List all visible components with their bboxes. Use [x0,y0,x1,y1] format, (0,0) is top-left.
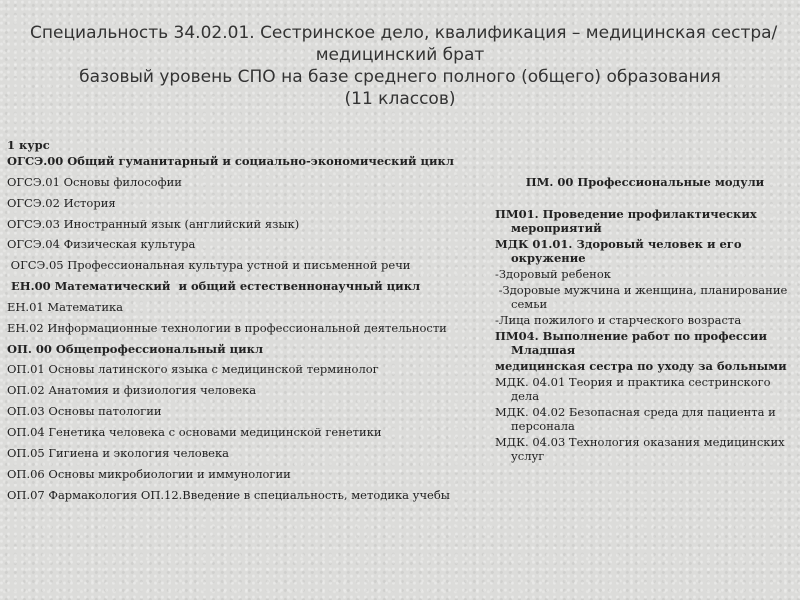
module-heading: медицинская сестра по уходу за больными [495,359,787,373]
title-line-2: медицинский брат [315,45,485,65]
module-subitem: МДК. 04.01 Теория и практика сестринского дела [495,375,771,403]
subject-item: ОП.07 Фармакология ОП.12.Введение в специальность, методика учебы [7,487,450,502]
module-subitem: -Здоровый ребенок [495,267,611,281]
curriculum-right-column [495,175,795,465]
subject-item: ОП.02 Анатомия и физиология человека [7,383,257,398]
subject-item: ОГСЭ.01 Основы философии [7,174,182,189]
subject-item: ОП.03 Основы патологии [7,404,162,419]
subject-item: ЕН.02 Информационные технологии в профессиональной деятельности [7,320,447,335]
curriculum-left-column [7,139,477,505]
module-heading: ПМ01. Проведение профилактических мероприятий [495,207,757,235]
title-line-4: (11 классов) [344,89,456,109]
module-subitem: -Лица пожилого и старческого возраста [495,313,742,327]
module-subitem: МДК. 04.03 Технология оказания медицинских услуг [495,435,785,463]
module-heading: ПМ04. Выполнение работ по профессии Младшая [495,329,767,357]
subject-item: ОГСЭ.02 История [7,195,116,210]
modules-heading: ПМ. 00 Профессиональные модули [525,175,765,189]
cycle-heading: ЕН.00 Математический и общий естественнонаучный цикл [7,279,421,294]
subject-item: ОГСЭ.05 Профессиональная культура устной и письменной речи [7,258,411,273]
subject-item: ОП.05 Гигиена и экология человека [7,445,230,460]
subject-item: ОП.04 Генетика человека с основами медицинской генетики [7,424,382,439]
subject-item: ОГСЭ.04 Физическая культура [7,237,196,252]
cycle-heading: ОП. 00 Общепрофессиональный цикл [7,341,264,356]
module-subitem: -Здоровые мужчина и женщина, планирование семьи [495,283,791,311]
title-line-1: Специальность 34.02.01. Сестринское дело, квалификация – медицинская сестра/ [30,23,778,43]
course-label: 1 курс [7,138,50,152]
subject-item: ЕН.01 Математика [7,299,124,314]
module-subitem: МДК. 04.02 Безопасная среда для пациента и персонала [495,405,776,433]
slide-title [30,22,778,110]
module-heading: МДК 01.01. Здоровый человек и его окружение [495,237,742,265]
cycle-heading: ОГСЭ.00 Общий гуманитарный и социально-экономический цикл [7,154,454,168]
subject-item: ОП.06 Основы микробиологии и иммунологии [7,466,291,481]
subject-item: ОГСЭ.03 Иностранный язык (английский язык) [7,216,300,231]
subject-item: ОП.01 Основы латинского языка с медицинской терминолог [7,362,379,377]
title-line-3: базовый уровень СПО на базе среднего полного (общего) образования [79,67,721,87]
